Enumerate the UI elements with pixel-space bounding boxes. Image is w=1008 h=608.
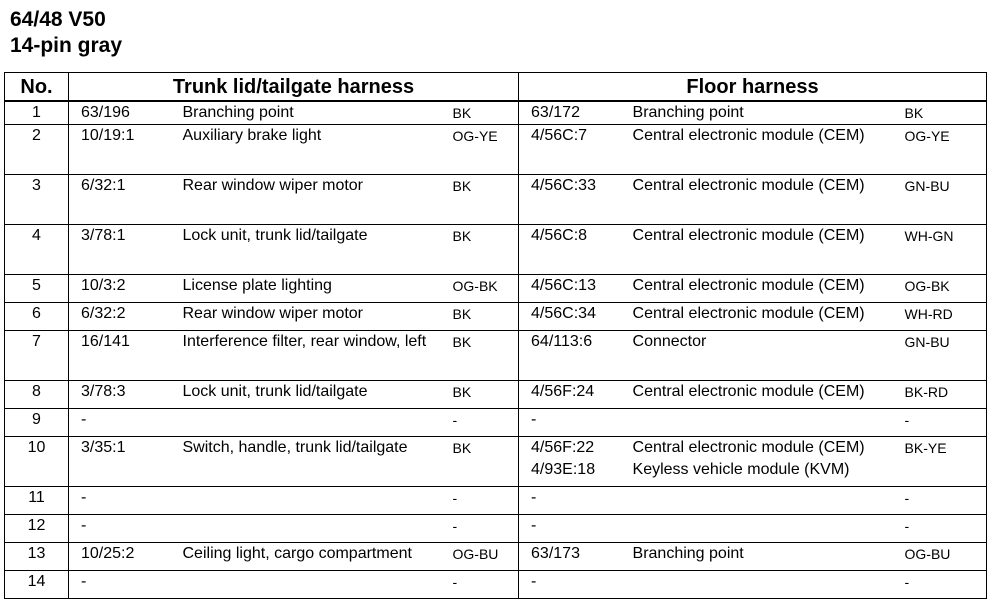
floor-connector-id [519,487,621,515]
table-row [5,381,987,409]
floor-component [621,101,897,125]
header-trunk-harness: Trunk lid/tailgate harness [69,73,519,102]
table-row [5,437,987,487]
pin-number: 6 [5,303,69,331]
floor-wire-color: WH-GN [897,225,987,275]
trunk-wire-color: BK [445,331,519,381]
floor-wire-color: GN-BU [897,331,987,381]
trunk-component [175,487,445,515]
pin-number: 12 [5,515,69,543]
floor-connector-id-line: 4/56C:7 [531,127,588,144]
floor-connector-id [519,175,621,225]
trunk-wire-color: OG-BU [445,543,519,571]
floor-wire-color: OG-YE [897,125,987,175]
table-row [5,571,987,599]
pin-number: 5 [5,275,69,303]
floor-component-line: Central electronic module (CEM) [632,383,865,400]
floor-connector-id [519,543,621,571]
table-row [5,331,987,381]
trunk-wire-color: - [445,409,519,437]
trunk-wire-color: BK [445,303,519,331]
trunk-wire-color: - [445,487,519,515]
floor-component-line: Central electronic module (CEM) [632,177,865,194]
trunk-component: Rear window wiper motor [175,175,445,225]
floor-component [621,331,897,381]
floor-component [621,543,897,571]
table-row [5,515,987,543]
floor-connector-id [519,381,621,409]
table-row [5,275,987,303]
trunk-connector-id: 10/3:2 [69,275,175,303]
floor-component-line: Central electronic module (CEM) [632,127,865,144]
floor-component [621,437,897,487]
table-row [5,303,987,331]
pinout-table [4,72,987,599]
floor-component-line: Keyless vehicle module (KVM) [632,461,850,478]
floor-connector-id [519,303,621,331]
floor-wire-color: - [897,409,987,437]
floor-connector-id-line: 4/56C:34 [531,305,596,322]
floor-component [621,175,897,225]
floor-connector-id-line: 4/56F:22 [531,439,595,456]
floor-component [621,381,897,409]
floor-connector-id [519,515,621,543]
table-row [5,225,987,275]
floor-connector-id [519,571,621,599]
trunk-wire-color: - [445,515,519,543]
trunk-connector-id: 3/35:1 [69,437,175,487]
trunk-connector-id: 10/19:1 [69,125,175,175]
trunk-wire-color: OG-YE [445,125,519,175]
floor-component-line: Branching point [632,545,744,562]
trunk-wire-color: BK [445,101,519,125]
floor-connector-id-line: 63/172 [531,104,580,121]
floor-wire-color: - [897,515,987,543]
pin-number: 2 [5,125,69,175]
floor-component-line: Branching point [632,104,744,121]
document-subtitle: 14-pin gray [10,34,123,57]
pin-number: 10 [5,437,69,487]
floor-wire-color: OG-BK [897,275,987,303]
pin-number: 4 [5,225,69,275]
floor-component-line: Central electronic module (CEM) [632,439,865,456]
trunk-wire-color: BK [445,437,519,487]
floor-component [621,125,897,175]
trunk-connector-id: 6/32:1 [69,175,175,225]
trunk-component: Lock unit, trunk lid/tailgate [175,225,445,275]
floor-connector-id-line: - [531,411,537,428]
floor-component [621,275,897,303]
floor-connector-id-line: 4/56F:24 [531,383,595,400]
floor-connector-id [519,437,621,487]
pin-number: 13 [5,543,69,571]
trunk-connector-id: - [69,409,175,437]
floor-connector-id [519,409,621,437]
table-header-row [5,73,987,102]
trunk-connector-id: 3/78:1 [69,225,175,275]
trunk-component: Interference filter, rear window, left [175,331,445,381]
floor-connector-id-line: - [531,573,537,590]
floor-component [621,409,897,437]
floor-component [621,225,897,275]
floor-component [621,515,897,543]
floor-component [621,571,897,599]
trunk-wire-color: BK [445,225,519,275]
floor-connector-id [519,101,621,125]
trunk-connector-id: 6/32:2 [69,303,175,331]
trunk-component: Lock unit, trunk lid/tailgate [175,381,445,409]
floor-connector-id [519,331,621,381]
table-row [5,125,987,175]
trunk-component: Ceiling light, cargo compartment [175,543,445,571]
floor-wire-color: - [897,487,987,515]
floor-connector-id [519,125,621,175]
trunk-connector-id: 16/141 [69,331,175,381]
table-body [5,101,987,599]
floor-wire-color: OG-BU [897,543,987,571]
trunk-component: Rear window wiper motor [175,303,445,331]
table-row [5,487,987,515]
trunk-component: Switch, handle, trunk lid/tailgate [175,437,445,487]
floor-wire-color: BK-RD [897,381,987,409]
document-title: 64/48 V50 [10,8,106,31]
trunk-component [175,409,445,437]
trunk-connector-id: 3/78:3 [69,381,175,409]
trunk-component [175,571,445,599]
floor-component-line: Central electronic module (CEM) [632,277,865,294]
floor-wire-color: GN-BU [897,175,987,225]
pin-number: 11 [5,487,69,515]
trunk-component: Auxiliary brake light [175,125,445,175]
trunk-connector-id: - [69,487,175,515]
floor-connector-id-line: - [531,489,537,506]
pin-number: 1 [5,101,69,125]
table-row [5,543,987,571]
trunk-wire-color: OG-BK [445,275,519,303]
floor-component-line: Connector [632,333,707,350]
header-floor-harness: Floor harness [519,73,987,102]
floor-connector-id-line: 4/93E:18 [531,461,596,478]
table-row [5,101,987,125]
floor-component [621,303,897,331]
floor-connector-id-line: - [531,517,537,534]
pin-number: 8 [5,381,69,409]
floor-wire-color: - [897,571,987,599]
pin-number: 14 [5,571,69,599]
trunk-wire-color: BK [445,175,519,225]
pin-number: 9 [5,409,69,437]
table-row [5,409,987,437]
table-row [5,175,987,225]
trunk-wire-color: - [445,571,519,599]
trunk-component [175,515,445,543]
floor-connector-id-line: 4/56C:13 [531,277,596,294]
trunk-wire-color: BK [445,381,519,409]
floor-connector-id-line: 64/113:6 [531,333,593,350]
floor-connector-id-line: 4/56C:8 [531,227,588,244]
trunk-connector-id: - [69,571,175,599]
trunk-connector-id: 10/25:2 [69,543,175,571]
pin-number: 7 [5,331,69,381]
header-no: No. [5,73,69,102]
floor-wire-color: WH-RD [897,303,987,331]
floor-connector-id-line: 4/56C:33 [531,177,596,194]
floor-component-line: Central electronic module (CEM) [632,227,865,244]
trunk-component: License plate lighting [175,275,445,303]
floor-connector-id [519,225,621,275]
pin-number: 3 [5,175,69,225]
trunk-connector-id: - [69,515,175,543]
trunk-component: Branching point [175,101,445,125]
floor-connector-id-line: 63/173 [531,545,580,562]
floor-wire-color: BK-YE [897,437,987,487]
floor-wire-color: BK [897,101,987,125]
floor-component-line: Central electronic module (CEM) [632,305,865,322]
trunk-connector-id: 63/196 [69,101,175,125]
floor-component [621,487,897,515]
floor-connector-id [519,275,621,303]
